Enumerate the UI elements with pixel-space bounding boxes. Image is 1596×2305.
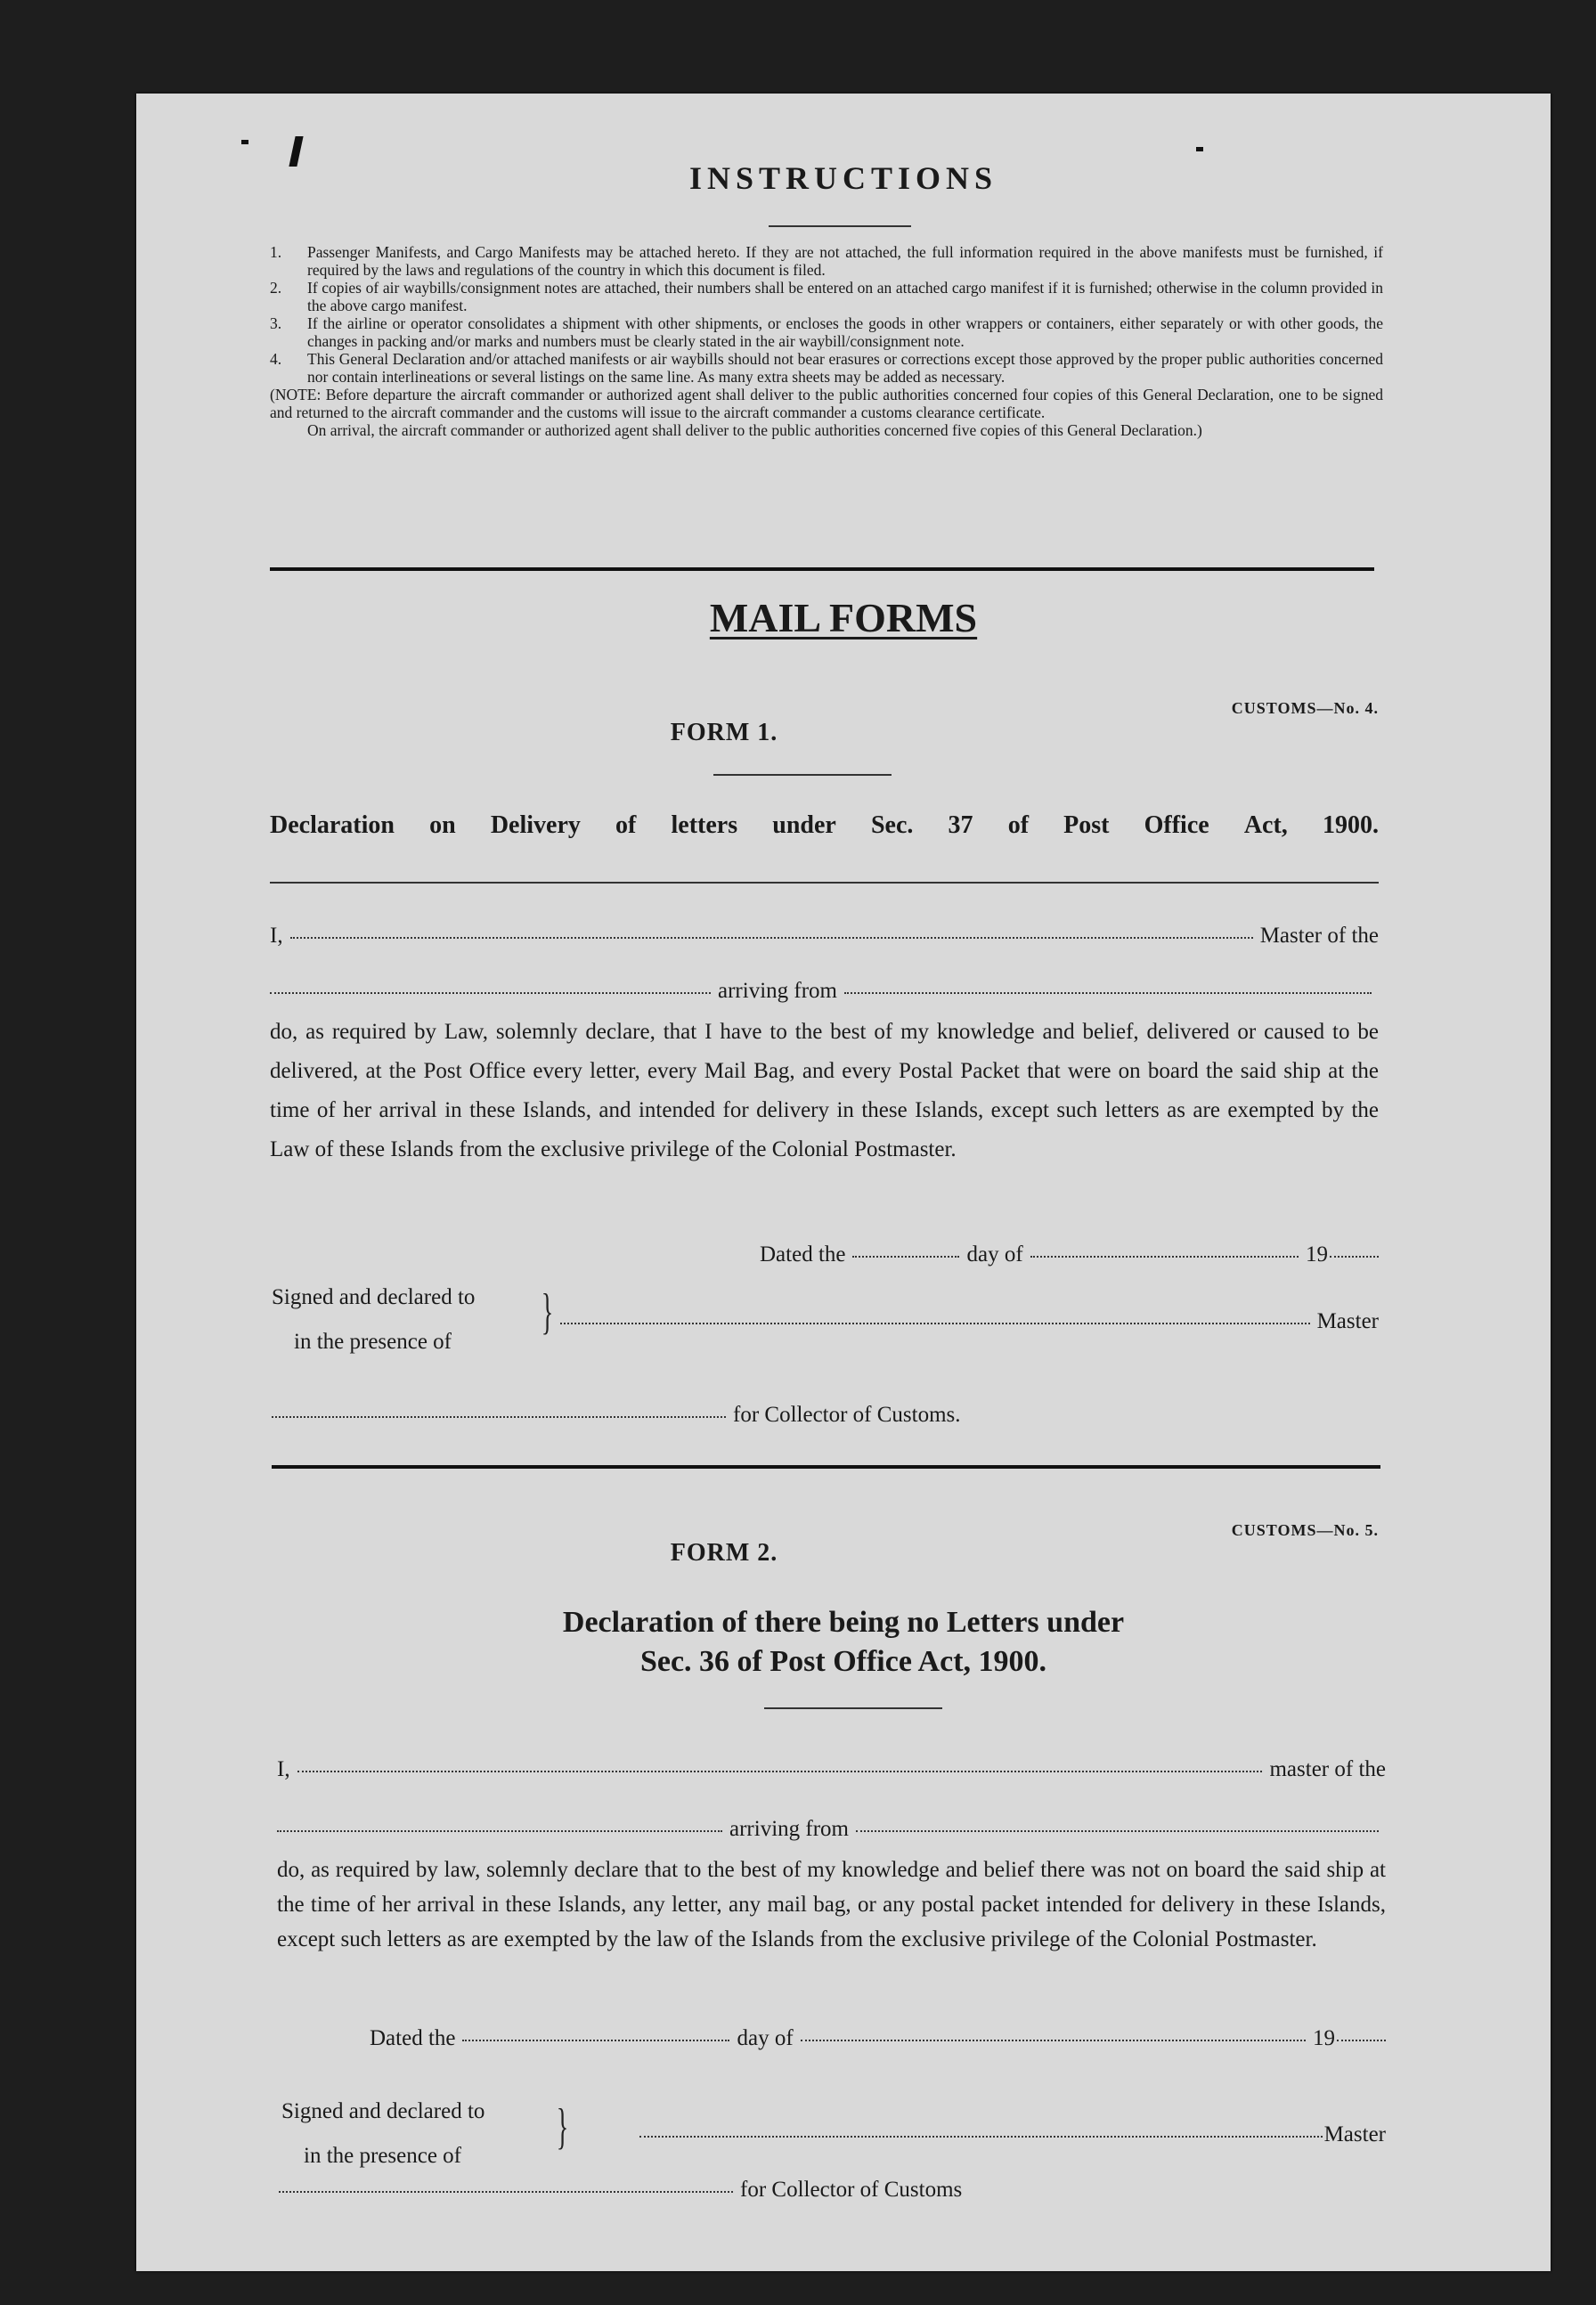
form2-heading-line-1: Declaration of there being no Letters under — [562, 1606, 1125, 1639]
master-of-the-label: Master of the — [1259, 924, 1379, 948]
instruction-note-arrival: On arrival, the aircraft commander or authorized agent shall deliver to the public authorities concerned five copies of this General Declaration.) — [307, 421, 1202, 439]
form1-declaration-heading — [270, 811, 1379, 840]
date-day-field[interactable] — [462, 2039, 729, 2041]
heading-word: of — [615, 811, 637, 839]
date-month-field[interactable] — [1030, 1255, 1299, 1258]
ink-mark — [241, 140, 248, 144]
form1-brace: } — [541, 1284, 554, 1340]
title-underline — [769, 225, 911, 227]
arriving-from-label: arriving from — [718, 979, 837, 1003]
collector-label: for Collector of Customs. — [733, 1403, 961, 1427]
date-month-field[interactable] — [801, 2039, 1306, 2041]
heading-word: under — [772, 811, 836, 839]
heading-word: 37 — [948, 811, 973, 839]
heading-word: Office — [1144, 811, 1209, 839]
ship-name-field[interactable] — [270, 991, 711, 994]
instruction-text: This General Declaration and/or attached manifests or air waybills should not bear erasures or corrections except those approved by the proper public authorities concerned nor contain interlineations or several listings on the same line. As many extra sheets may be added as necessary. — [307, 350, 1383, 386]
instruction-number: 2. — [270, 279, 282, 297]
form1-signed-label-1: Signed and declared to — [272, 1285, 476, 1309]
heading-word: 1900. — [1322, 811, 1379, 839]
heading-word: Sec. — [870, 811, 914, 839]
instruction-item — [270, 350, 1383, 386]
instructions-list — [270, 243, 1383, 439]
master-label: Master — [1316, 1309, 1379, 1333]
form1-master-signature-line — [560, 1309, 1379, 1334]
master-of-the-label: master of the — [1269, 1757, 1386, 1781]
form2-brace: } — [556, 2099, 569, 2154]
form2-collector-line — [279, 2178, 1080, 2203]
instruction-note: (NOTE: Before departure the aircraft commander or authorized agent shall deliver to the public authorities concerned four copies of this General Declaration, one to be signed and returned to the aircraft commander and the customs will issue to the aircraft commander a customs clearance certificate. — [270, 386, 1383, 421]
form-divider — [272, 1465, 1380, 1469]
instruction-number: 3. — [270, 314, 282, 332]
year-field[interactable] — [1337, 2039, 1386, 2041]
form2-heading-line-2: Sec. 36 of Post Office Act, 1900. — [639, 1645, 1047, 1678]
document-page — [136, 94, 1551, 2271]
master-signature-field[interactable] — [639, 2135, 1323, 2138]
master-label: Master — [1323, 2122, 1386, 2146]
form2-heading-underline — [764, 1707, 942, 1709]
instruction-number: 1. — [270, 243, 282, 261]
mail-forms-title-text: MAIL FORMS — [709, 595, 978, 640]
heading-word: Delivery — [490, 811, 581, 839]
arriving-from-field[interactable] — [856, 1829, 1379, 1832]
instruction-item — [270, 314, 1383, 350]
form1-heading-rule — [270, 882, 1379, 884]
form2-customs-number: CUSTOMS—No. 5. — [1231, 1521, 1379, 1539]
form2-ship-line — [277, 1817, 1386, 1842]
form1-collector-line — [272, 1403, 1073, 1428]
year-field[interactable] — [1330, 1255, 1379, 1258]
arriving-from-field[interactable] — [844, 991, 1372, 994]
master-signature-field[interactable] — [560, 1322, 1310, 1324]
dated-the-label: Dated the — [760, 1242, 846, 1267]
form2-declaration-heading — [136, 1603, 1551, 1682]
instructions-title: INSTRUCTIONS — [688, 160, 998, 196]
ink-mark — [1196, 147, 1203, 151]
heading-word: Declaration — [270, 811, 395, 839]
section-divider — [270, 567, 1374, 571]
form2-signed-label-2: in the presence of — [304, 2144, 462, 2168]
heading-word: Act, — [1243, 811, 1288, 839]
ship-name-field[interactable] — [277, 1829, 722, 1832]
mail-forms-title — [136, 594, 1551, 641]
collector-label: for Collector of Customs — [740, 2178, 963, 2202]
collector-signature-field[interactable] — [279, 2190, 733, 2193]
instruction-item — [270, 279, 1383, 314]
instruction-text: If the airline or operator consolidates a shipment with other shipments, or encloses the goods in other wrappers or containers, either separately or with other goods, the changes in packing and/or marks and numbers must be clearly stated in the air waybill/consignment note. — [307, 314, 1383, 350]
master-name-field[interactable] — [297, 1770, 1263, 1772]
heading-word: of — [1007, 811, 1030, 839]
form1-date-line — [760, 1242, 1379, 1267]
instruction-text: If copies of air waybills/consignment notes are attached, their numbers shall be entered on an attached cargo manifest if it is furnished; otherwise in the column provided in the above cargo manifest. — [307, 279, 1383, 314]
form1-name-line — [270, 924, 1379, 949]
form2-master-signature-line — [639, 2122, 1386, 2147]
day-of-label: day of — [737, 2026, 794, 2050]
form1-title-underline — [713, 774, 892, 776]
form1-signed-label-2: in the presence of — [294, 1330, 452, 1354]
form1-customs-number: CUSTOMS—No. 4. — [1231, 699, 1379, 717]
instruction-item — [270, 243, 1383, 279]
form2-date-line — [370, 2026, 1386, 2051]
form2-title: FORM 2. — [670, 1539, 778, 1567]
heading-word: Post — [1063, 811, 1110, 839]
i-label: I, — [277, 1757, 290, 1781]
form1-declaration-body: do, as required by Law, solemnly declare, that I have to the best of my knowledge and belief, delivered or caused to be delivered, at the Post Office every letter, every Mail Bag, and every Postal Packet that were on board the said ship at the time of her arrival in these Islands, and intended for delivery in these Islands, except such letters as are exempted by the Law of these Islands from the exclusive privilege of the Colonial Postmaster. — [270, 1020, 1379, 1161]
form2-name-line — [277, 1757, 1386, 1782]
instruction-number: 4. — [270, 350, 282, 368]
date-day-field[interactable] — [852, 1255, 959, 1258]
i-label: I, — [270, 924, 283, 948]
form2-signed-label-1: Signed and declared to — [281, 2099, 485, 2123]
arriving-from-label: arriving from — [729, 1817, 849, 1841]
day-of-label: day of — [966, 1242, 1023, 1267]
form2-declaration-body: do, as required by law, solemnly declare that to the best of my knowledge and belief there was not on board the said ship at the time of her arrival in these Islands, any letter, any mail bag, or any postal packet intended for delivery in these Islands, except such letters as are exempted by the law of the Islands from the exclusive privilege of the Colonial Postmaster. — [277, 1858, 1386, 1951]
master-name-field[interactable] — [290, 936, 1253, 939]
form1-ship-line — [270, 979, 1379, 1004]
dated-the-label: Dated the — [370, 2026, 456, 2050]
form1-title: FORM 1. — [670, 719, 778, 746]
heading-word: letters — [671, 811, 738, 839]
instruction-text: Passenger Manifests, and Cargo Manifests may be attached hereto. If they are not attached, the full information required in the above manifests must be furnished, if required by the laws and regulations of the country in which this document is filed. — [307, 243, 1383, 279]
collector-signature-field[interactable] — [272, 1415, 726, 1418]
year-label: 19 — [1313, 2026, 1335, 2050]
heading-word: on — [429, 811, 456, 839]
year-label: 19 — [1306, 1242, 1328, 1267]
